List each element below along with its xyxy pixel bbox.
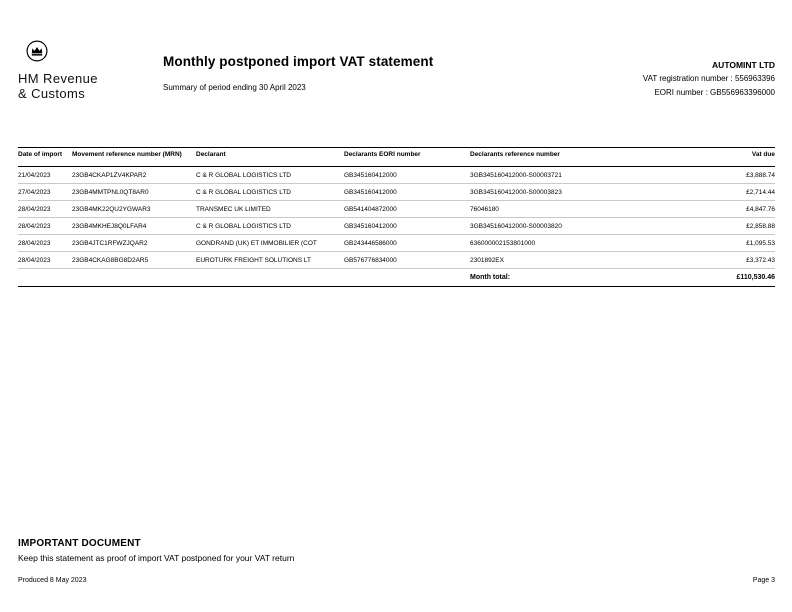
- cell-mrn: 23GB4JTC1RFWZJQAR2: [72, 235, 196, 252]
- page-title: Monthly postponed import VAT statement: [163, 54, 434, 69]
- cell-eori: GB576776834000: [344, 252, 470, 269]
- cell-reference: 636000002153801000: [470, 235, 663, 252]
- cell-eori: GB345160412000: [344, 167, 470, 184]
- cell-mrn: 23GB4MKHEJ8Q0LFAR4: [72, 218, 196, 235]
- month-total-row: [18, 269, 775, 287]
- cell-vat-due: £2,714.44: [663, 184, 775, 201]
- cell-mrn: 23GB4MMTPNL0QT8AR0: [72, 184, 196, 201]
- title-block: [163, 54, 433, 92]
- company-name: AUTOMINT LTD: [712, 60, 775, 70]
- table-row: [18, 167, 775, 184]
- col-header-mrn: Movement reference number (MRN): [72, 148, 196, 167]
- hmrc-wordmark-line2: & Customs: [18, 86, 86, 101]
- cell-date: 27/04/2023: [18, 184, 72, 201]
- company-block: [643, 58, 775, 100]
- cell-declarant: C & R GLOBAL LOGISTICS LTD: [196, 167, 344, 184]
- cell-vat-due: £3,372.43: [663, 252, 775, 269]
- col-header-reference: Declarants reference number: [470, 148, 663, 167]
- cell-reference: 76046180: [470, 201, 663, 218]
- cell-reference: 3GB345160412000-S00003823: [470, 184, 663, 201]
- cell-mrn: 23GB4CKAP1ZV4KPAR2: [72, 167, 196, 184]
- table-header-row: [18, 148, 775, 167]
- month-total-spacer: [18, 269, 470, 287]
- cell-declarant: C & R GLOBAL LOGISTICS LTD: [196, 184, 344, 201]
- important-document-note: Keep this statement as proof of import VAT postponed for your VAT return: [18, 553, 295, 563]
- cell-declarant: C & R GLOBAL LOGISTICS LTD: [196, 218, 344, 235]
- cell-date: 28/04/2023: [18, 218, 72, 235]
- hmrc-wordmark-line1: HM Revenue: [18, 71, 98, 86]
- cell-date: 28/04/2023: [18, 235, 72, 252]
- cell-vat-due: £3,888.74: [663, 167, 775, 184]
- cell-vat-due: £1,095.53: [663, 235, 775, 252]
- month-total-label: Month total:: [470, 269, 663, 287]
- important-document-heading: IMPORTANT DOCUMENT: [18, 538, 141, 549]
- cell-declarant: GONDRAND (UK) ET IMMOBILIER (COT: [196, 235, 344, 252]
- col-header-declarant: Declarant: [196, 148, 344, 167]
- produced-date: Produced 8 May 2023: [18, 577, 87, 584]
- cell-reference: 2301892EX: [470, 252, 663, 269]
- crown-icon: [26, 40, 98, 67]
- hmrc-wordmark: [18, 71, 98, 101]
- cell-eori: GB345160412000: [344, 218, 470, 235]
- col-header-date-of-import: Date of import: [18, 148, 72, 167]
- cell-mrn: 23GB4MK22QU2YGWAR3: [72, 201, 196, 218]
- cell-mrn: 23GB4CKAG8BG8D2AR5: [72, 252, 196, 269]
- cell-eori: GB345160412000: [344, 184, 470, 201]
- cell-declarant: EUROTURK FREIGHT SOLUTIONS LT: [196, 252, 344, 269]
- cell-declarant: TRANSMEC UK LIMITED: [196, 201, 344, 218]
- table-row: [18, 184, 775, 201]
- col-header-eori: Declarants EORI number: [344, 148, 470, 167]
- table-row: [18, 201, 775, 218]
- cell-reference: 3GB345160412000-S00003721: [470, 167, 663, 184]
- hmrc-logo: [18, 40, 98, 101]
- table-row: [18, 235, 775, 252]
- cell-date: 28/04/2023: [18, 201, 72, 218]
- month-total-value: £110,530.46: [663, 269, 775, 287]
- cell-date: 21/04/2023: [18, 167, 72, 184]
- table-row: [18, 252, 775, 269]
- vat-registration-number: VAT registration number : 556963396: [642, 74, 775, 83]
- cell-reference: 3GB345160412000-S00003820: [470, 218, 663, 235]
- vat-statement-table: [18, 147, 775, 287]
- col-header-vat-due: Vat due: [663, 148, 775, 167]
- eori-number: EORI number : GB556963396000: [654, 88, 775, 97]
- page-subtitle: Summary of period ending 30 April 2023: [163, 83, 306, 92]
- cell-vat-due: £2,858.88: [663, 218, 775, 235]
- cell-eori: GB541404872000: [344, 201, 470, 218]
- page-number: Page 3: [752, 577, 775, 584]
- cell-eori: GB243446586000: [344, 235, 470, 252]
- cell-vat-due: £4,847.76: [663, 201, 775, 218]
- cell-date: 28/04/2023: [18, 252, 72, 269]
- table-row: [18, 218, 775, 235]
